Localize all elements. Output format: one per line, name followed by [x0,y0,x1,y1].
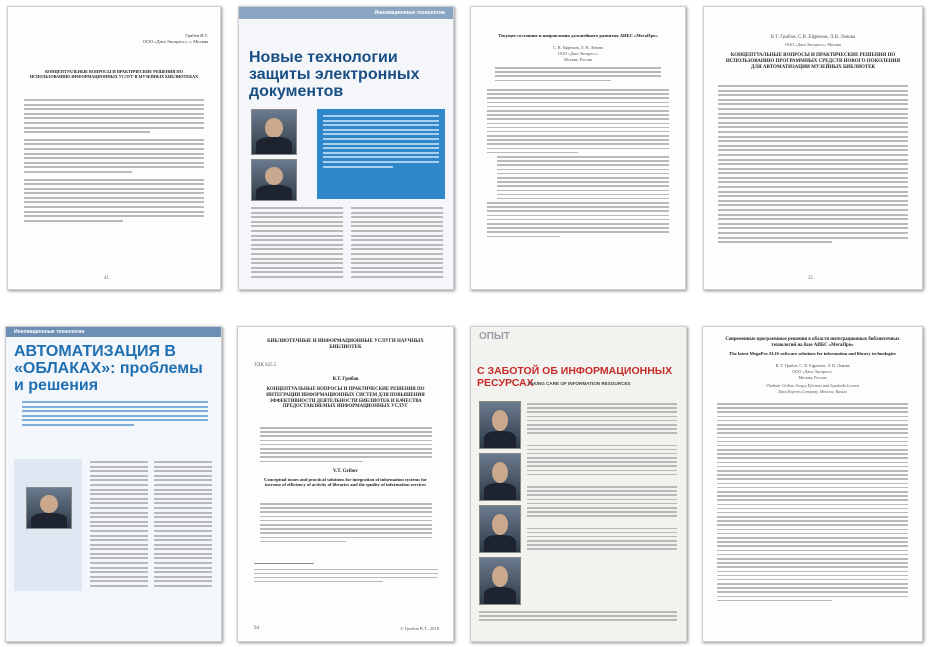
authors-en: Vladimir Gribov, Sergey Efremov and Lyudmila Levova [765,383,860,388]
document-thumbnail-7[interactable] [470,326,687,642]
body-column-left [90,461,148,590]
city: Москва, Россия [564,57,592,62]
author-en: V.T. Gribov [333,469,358,474]
page-number: 35 [808,276,813,281]
article-title-en: The latest MegaPro ALIS software solutions for information and library technologies [729,351,896,356]
copyright: © Грибов В.Т., 2018 [400,625,439,631]
authors: С. В. Ефремов, Л. В. Левова [552,45,604,50]
document-thumbnail-6[interactable] [237,326,454,642]
document-thumbnail-8[interactable] [702,326,923,642]
author-photo-1 [479,401,521,449]
article-title-en: Conceptual issues and practical solutions for integration of information systems for increase of efficiency of activity of libraries and the quality of information services [264,477,427,488]
header-org: ООО «Дата Экспресс», г. Москва [143,38,208,44]
abstract-ru [260,427,432,465]
body-text [718,85,908,246]
body-column-right [351,207,443,281]
body-text [717,403,908,604]
article-title: Новые технологии защиты электронных документов [249,49,420,100]
article-subtitle-en: TAKING CARE OF INFORMATION RESOURCES [527,381,631,386]
page-number: 94 [254,625,259,631]
section-title: БИБЛИОТЕЧНЫЕ И ИНФОРМАЦИОННЫЕ УСЛУГИ НАУЧНЫХ БИБЛИОТЕК [267,339,424,350]
footnote [254,569,438,585]
document-thumbnail-1[interactable] [7,6,221,290]
author-bios [527,403,677,553]
rubric-label: Инновационные технологии [14,329,85,335]
summary-text [479,611,677,624]
article-title: Текущее состояние и направления дальнейшего развития АИБС «МегаПро» [498,33,658,38]
highlight-box [317,109,445,199]
organization: ООО «Дата Экспресс», Москва [785,42,841,47]
abstract-en [260,503,432,545]
page-number: 41 [104,276,109,281]
authors: В. Т. Грибов, С. В. Ефремов, Л. В. Левова [775,363,850,368]
sidebar-box [14,459,82,591]
authors: В.Т. Грибов, С.В. Ефремов, Л.В. Левова [770,35,856,40]
document-title: КОНЦЕПТУАЛЬНЫЕ ВОПРОСЫ И ПРАКТИЧЕСКИЕ РЕШЕНИЯ ПО ИСПОЛЬЗОВАНИЮ ИНФОРМАЦИОННЫХ УСЛУГ В МУЗЕЙНЫХ БИБЛИОТЕКАХ [29,69,199,80]
city: Москва, Россия [798,375,827,380]
document-thumbnail-5[interactable] [5,326,222,642]
abstract [495,67,661,84]
udc-code: УДК 025.5 [254,363,277,368]
author-photo-4 [479,557,521,605]
article-title: С ЗАБОТОЙ ОБ ИНФОРМАЦИОННЫХ РЕСУРСАХ [477,365,673,389]
body-column-right [154,461,212,590]
author-photo-2 [479,453,521,501]
document-thumbnail-2[interactable] [238,6,454,290]
author-photo-2 [251,159,297,201]
lead-text [22,401,208,429]
article-title: АВТОМАТИЗАЦИЯ В «ОБЛАКАХ»: проблемы и решения [14,343,203,394]
article-title: КОНЦЕПТУАЛЬНЫЕ ВОПРОСЫ И ПРАКТИЧЕСКИЕ РЕШЕНИЯ ПО ИНТЕГРАЦИИ ИНФОРМАЦИОННЫХ СИСТЕМ ДЛЯ ПОВЫШЕНИЯ ЭФФЕКТИВНОСТИ ДЕЯТЕЛЬНОСТИ БИБЛИОТЕК И КАЧЕСТВА ПРЕДОСТАВЛЯЕМЫХ ИНФОРМАЦИОННЫХ УСЛУГ [266,387,425,410]
organization-en: Data Express Company, Moscow, Russia [778,389,847,394]
author-photo-1 [251,109,297,155]
header-author: Грибов В.Т. [185,33,208,38]
organization: ООО «Дата Экспресс» [557,51,599,56]
document-thumbnail-3[interactable] [470,6,686,290]
body-column-left [251,207,343,281]
document-thumbnail-4[interactable] [703,6,923,290]
author-photo-3 [479,505,521,553]
organization: ООО «Дата Экспресс» [792,369,833,374]
author: В.Т. Грибов [332,377,359,382]
rubric-label: ОПЫТ [479,331,510,342]
rubric-label: Инновационные технологии [374,10,445,16]
article-title: КОНЦЕПТУАЛЬНЫЕ ВОПРОСЫ И ПРАКТИЧЕСКИЕ РЕШЕНИЯ ПО ИСПОЛЬЗОВАНИЮ ПРОГРАММНЫХ СРЕДСТВ НОВОГО ПОКОЛЕНИЯ ДЛЯ АВТОМАТИЗАЦИИ МУЗЕЙНЫХ БИБЛИОТЕК [725,53,901,70]
body-text [487,89,669,240]
article-title: Современные программные решения в области интеграционных библиотечных технологий на базе АИБС «МегаПро» [725,337,900,348]
body-text [24,99,204,224]
author-photo [26,487,72,529]
